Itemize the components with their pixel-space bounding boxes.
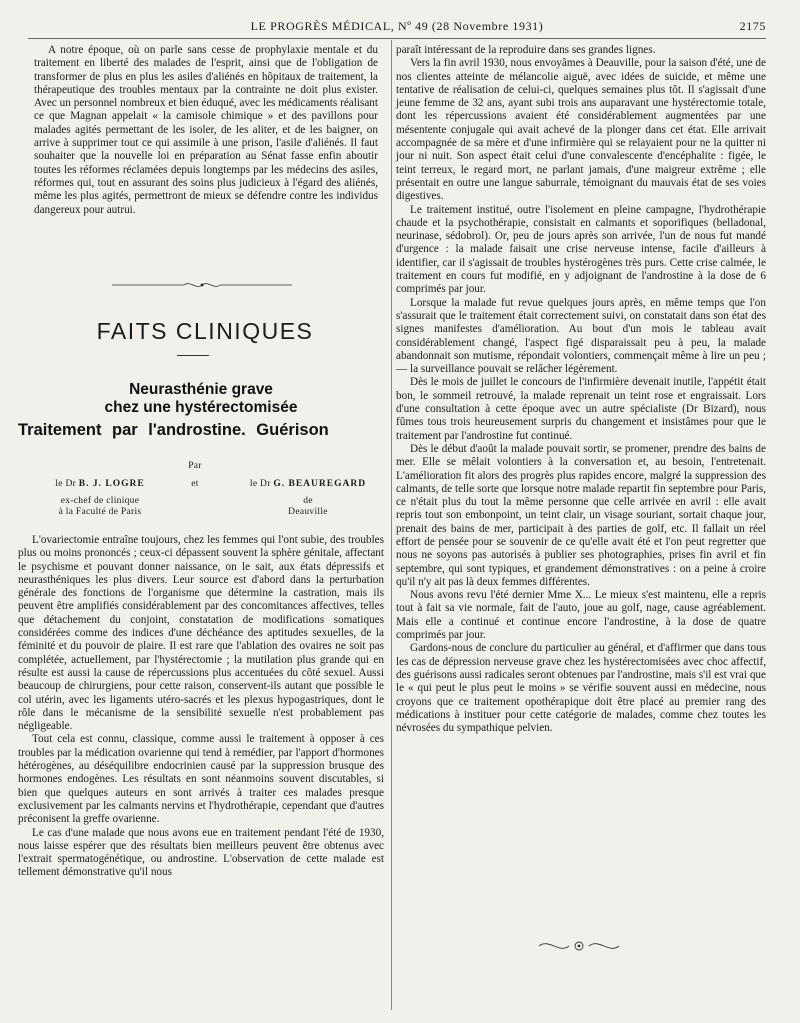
author-2: [228, 479, 388, 518]
article-paragraph-3: Le cas d'une malade que nous avons eue en traitement pendant l'été de 1930, nous laisse espérer que des résultats bien meilleurs peuvent être obtenus avec l'extrait spermatogénétique, ou androstine. L'observation de cette malade est tellement démonstrative qu'il nous: [18, 826, 384, 879]
right-paragraph-1: Vers la fin avril 1930, nous envoyâmes à Deauville, pour la saison d'été, une de nos clientes atteinte de mélancolie aiguë, avec idées de suicide, et même une tentative de réalisation de celui-ci, quelques semaines plus tôt. Il s'agissait d'une jeune femme de 32 ans, ayant subi trois ans auparavant une hystérectomie totale, dont les répercussions avaient été considérablement augmentées par une mésentente conjugale qui avait achevé de la plonger dans cet état. Elle arrivait accompagnée de sa mère et d'une infirmière qui se relayaient pour ne la quitter ni jour ni nuit. Son aspect était celui d'une convalescente d'encéphalite : figée, le teint terreux, le regard mort, ne parlant jamais, d'une maigreur extrême ; elle présentait en outre une langue saburrale, témoignant du mauvais état de ses voies digestives.: [396, 57, 766, 203]
column-rule: [391, 40, 392, 1010]
author-1-name: B. J. LOGRE: [78, 479, 145, 489]
author-2-prefix: le Dr: [249, 479, 271, 489]
end-ornament: [534, 938, 624, 954]
author-2-name: G. BEAUREGARD: [273, 479, 367, 489]
author-1-role-line1: ex-chef de clinique: [60, 496, 140, 506]
left-column-article: [18, 534, 384, 880]
running-head-title: LE PROGRÈS MÉDICAL, Nº 49 (28 Novembre 1931): [250, 19, 544, 33]
article-paragraph-2: Tout cela est connu, classique, comme aussi le traitement à opposer à ces troubles par la médication ovarienne qui tend à remédier, par l'apport d'hormones hétérogènes, au déséquilibre endocrinien causé par la suppression brusque des hormones endogènes. Les résultats en sont néanmoins souvent discutables, si bien que quelques auteurs en sont arrivés à traiter ces malades presque exclusivement par les calmants nervins et l'hydrothérapie, cependant que d'autres préconisent la greffe ovarienne.: [18, 733, 384, 826]
article-title-line3: Traitement par l'androstine. Guérison: [18, 421, 329, 439]
right-paragraph-6: Nous avons revu l'été dernier Mme X... Le mieux s'est maintenu, elle a repris tout à fait sa vie normale, fait de l'auto, joue au golf, nage, cause agréablement. Mais elle a continué et continue encore l'androstine, à la dose de quatre comprimés par jour.: [396, 589, 766, 642]
article-paragraph-1: L'ovariectomie entraîne toujours, chez les femmes qui l'ont subie, des troubles plus ou moins prononcés ; ceux-ci dépassent souvent la sphère génitale, affectant le psychisme et pouvant donner naissance, on le sait, aux états dépressifs et neurasthéniques les plus divers. Leur source est d'abord dans la perturbation générale des fonctions de l'organisme que détermine la castration, mais ils peuvent être amplifiés considérablement par des concomitances affectives, telles que détachement du conjoint, constatation de modifications somatiques considérées comme des indices d'une déchéance des aptitudes sexuelles, de la féminité et du pouvoir de plaire. Il est rare que l'ablation des ovaires ne soit pas complétée, actuellement, par l'hystérectomie ; la mutilation plus grande qui en résulte est aussi la cause de répercussions plus accentuées du côté sexuel. Aussi beaucoup de chirurgiens, pour cette raison, conservent-ils autant que possible le col utérin, avec les ligaments utéro-sacrés et les plexus hypogastriques, dont le rôle dans le mécanisme de la sensibilité sexuelle n'est probablement pas négligeable.: [18, 534, 384, 733]
author-2-role-line2: Deauville: [288, 507, 328, 517]
running-header: [28, 19, 766, 35]
author-1: [30, 479, 170, 518]
article-title-line2: chez une hystérectomisée: [104, 399, 298, 416]
right-column-article: [396, 44, 766, 735]
right-paragraph-3: Lorsque la malade fut revue quelques jours après, en même temps que l'on s'assurait que le traitement était correctement suivi, on constatait dans son état des signes manifestes d'amélioration. Au bout d'un mois le tableau avait considérablement changé, l'aspect figé disparaissait peu à peu, la malade abandonnait son mutisme, répondait volontiers, commençait même à lire un peu ; — la surveillance pouvait se relâcher légèrement.: [396, 296, 766, 376]
intro-paragraph: A notre époque, où on parle sans cesse de prophylaxie mentale et du traitement en liberté des malades de l'esprit, ainsi que de l'obligation de transformer de plus en plus les asiles d'aliénés en hôpitaux de traitement, la thérapeutique des troubles mentaux par la contrainte ne doit plus exister. Avec un personnel nombreux et bien éduqué, avec les médicaments réalisant ce que Magnan appelait « la camisole chimique » et des pavillons pour malades agités permettant de les isoler, de les aliter, et de les baigner, on arrive à supprimer tout ce qui assimile à une prison, l'asile d'aliénés. Il faut souhaiter que la nouvelle loi en préparation au Sénat fasse enfin aboutir toutes les réformes réclamées depuis longtemps par les médecins des asiles, réformes qui, tout en assurant des soins plus judicieux à l'égard des aliénés, même les plus agités, permettront de mieux se défendre contre les individus dangereux pour autrui.: [34, 44, 378, 216]
author-1-prefix: le Dr: [55, 479, 77, 489]
byline-et: et: [191, 479, 199, 489]
section-divider-ornament: [112, 279, 292, 291]
header-rule: [28, 38, 766, 39]
right-paragraph-0: paraît intéressant de la reproduire dans ses grandes lignes.: [396, 44, 656, 56]
right-paragraph-7: Gardons-nous de conclure du particulier au général, et d'affirmer que dans tous les cas de dépression nerveuse grave chez les hystérectomisées avec choc affectif, des guérisons aussi radicales seront obtenues par l'androstine, mais s'il est vrai que le « qui peut le plus peut le moins » se vérifie souvent aussi en médecine, nous croyons que ce traitement opothérapique doit être placé au premier rang des médications à instituer pour cette catégorie de malades, comme chez toutes les névrosées du sympathique pelvien.: [396, 642, 766, 735]
page-number: 2175: [739, 19, 766, 33]
section-title-rule: [177, 355, 209, 356]
author-1-role-line2: à la Faculté de Paris: [58, 507, 142, 517]
article-title-line1: Neurasthénie grave: [129, 381, 273, 398]
section-title: FAITS CLINIQUES: [96, 318, 314, 344]
right-paragraph-2: Le traitement institué, outre l'isolement en pleine campagne, l'hydrothérapie chaude et la psychothérapie, consistait en calmants et soporifiques (belladonal, neurinase, sédobrol). Or, peu de jours après son arrivée, l'un de nous fut mandé d'urgence : la malade faisait une crise nerveuse intense, facile d'ailleurs à identifier, car il s'agissait de troubles hystérogènes très purs. Cette crise calmée, le traitement en cours fut modifié, en y adjoignant de l'androstine à la dose de 6 comprimés par jour.: [396, 203, 766, 296]
byline-par: Par: [188, 461, 202, 471]
author-2-role-line1: de: [303, 496, 313, 506]
left-column-intro: [34, 44, 378, 217]
right-paragraph-5: Dès le début d'août la malade pouvait sortir, se promener, prendre des bains de mer. Elle se mêlait volontiers à la conversation et, au besoin, l'entretenait. L'amélioration fit alors des progrès plus rapides encore, malgré la suppression des calmants, de telle sorte que lorsque notre malade repartit fin septembre pour Paris, ce n'était plus du tout la même personne que celle arrivée en avril : elle avait repris tout son embonpoint, un teint clair, un visage souriant, sortait chaque jour, prenait des bains de mer, participait à des parties de golf, etc. Il fallait un réel effort de pensée pour se souvenir de ce qu'elle avait été et l'on peut regretter que nous ne soyons pas autorisés à publier ses photographies, prises fin avril et fin septembre, qui sont typiques, et grandement démonstratives : on a peine à croire qu'il n'y ait pas là deux femmes différentes.: [396, 442, 766, 588]
right-paragraph-4: Dès le mois de juillet le concours de l'infirmière devenait inutile, l'appétit était bon, le sommeil retrouvé, la malade reprenait un teint rose et engraissait. Lors d'une consultation à cette époque avec un autre spécialiste (Dr Bizard), nous fûmes tous trois heureusement surpris du changement et insistâmes pour que le traitement par l'androstine fut continué.: [396, 376, 766, 442]
